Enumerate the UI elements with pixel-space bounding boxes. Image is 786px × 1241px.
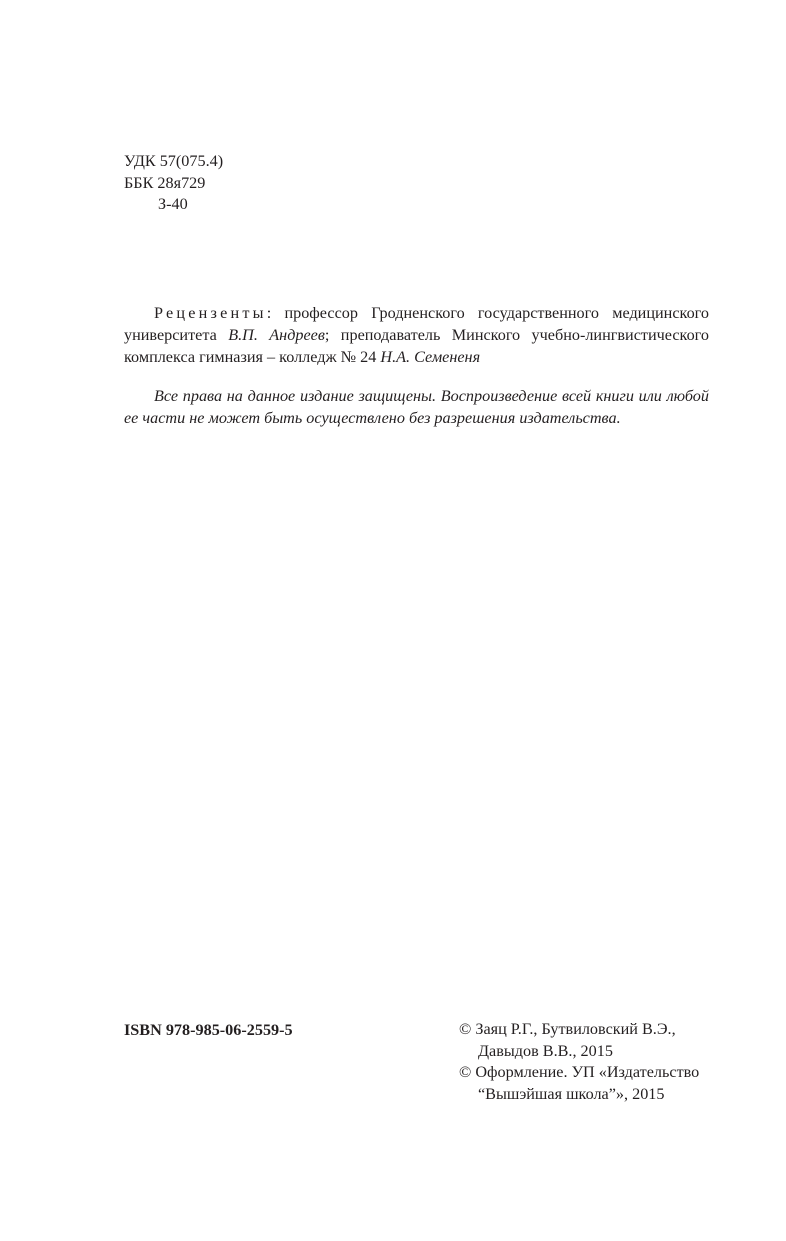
reviewers-paragraph — [124, 302, 709, 368]
copyright-block — [459, 1019, 699, 1105]
reviewers-text-1: : профессор Гродненского государственного медицинского университета — [124, 304, 709, 344]
copyright-line-2: Давыдов В.В., 2015 — [478, 1041, 613, 1060]
author-mark: З-40 — [158, 195, 188, 213]
copyright-line-3: © Оформление. УП «Издательство — [459, 1063, 700, 1081]
reviewers-text-2: ; преподаватель Минского учебно-лингвистического комплекса гимназия – колледж № 24 — [124, 326, 710, 366]
rights-notice: Все права на данное издание защищены. Воспроизведение всей книги или любой ее части не может быть осуществлено без разрешения издательства. — [124, 387, 709, 427]
reviewers-label: Рецензенты — [154, 304, 267, 322]
reviewer-name-2: Н.А. Семененя — [380, 348, 481, 366]
udk-code: УДК 57(075.4) — [124, 152, 224, 170]
classification-block — [124, 151, 223, 216]
copyright-line-1: © Заяц Р.Г., Бутвиловский В.Э., — [459, 1020, 676, 1038]
reviewer-name-1: В.П. Андреев — [228, 326, 325, 344]
bbk-code: ББК 28я729 — [124, 173, 206, 192]
isbn-number: ISBN 978-985-06-2559-5 — [124, 1021, 293, 1039]
copyright-line-4: “Вышэйшая школа”», 2015 — [478, 1084, 665, 1103]
